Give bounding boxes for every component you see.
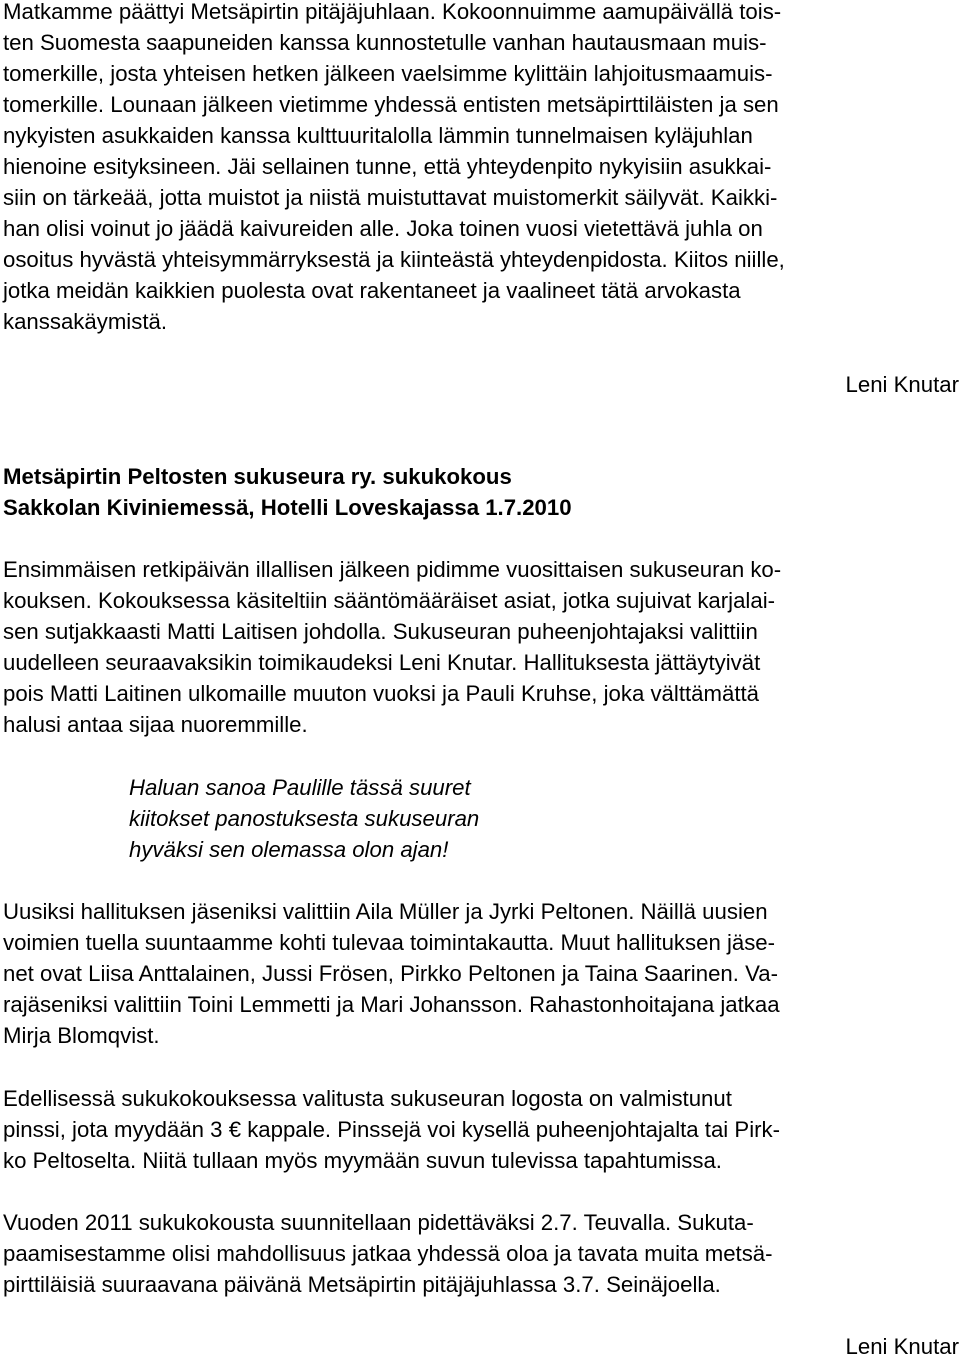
text-line: sen sutjakkaasti Matti Laitisen johdolla. Sukuseuran puheenjohtajaksi valittiin <box>3 619 758 644</box>
text-line: ten Suomesta saapuneiden kanssa kunnostetulle vanhan hautausmaan muis- <box>3 30 767 55</box>
heading-line: Sakkolan Kiviniemessä, Hotelli Loveskajassa 1.7.2010 <box>3 495 572 520</box>
text-line: nykyisten asukkaiden kanssa kulttuuritalolla lämmin tunnelmaisen kyläjuhlan <box>3 123 753 148</box>
text-line: paamisestamme olisi mahdollisuus jatkaa yhdessä oloa ja tavata muita metsä- <box>3 1241 773 1266</box>
quote-line: Haluan sanoa Paulille tässä suuret <box>129 775 471 800</box>
text-line: ko Peltoselta. Niitä tullaan myös myymään suvun tulevissa tapahtumissa. <box>3 1148 722 1173</box>
text-line: pinssi, jota myydään 3 € kappale. Pinssejä voi kysellä puheenjohtajalta tai Pirk- <box>3 1117 780 1142</box>
text-line: Ensimmäisen retkipäivän illallisen jälkeen pidimme vuosittaisen sukuseuran ko- <box>3 557 782 582</box>
text-line: tomerkille, josta yhteisen hetken jälkeen vaelsimme kylittäin lahjoitusmaamuis- <box>3 61 773 86</box>
text-line: Matkamme päättyi Metsäpirtin pitäjäjuhlaan. Kokoonnuimme aamupäivällä tois- <box>3 0 782 24</box>
text-line: Mirja Blomqvist. <box>3 1023 160 1048</box>
text-line: Vuoden 2011 sukukokousta suunnitellaan pidettäväksi 2.7. Teuvalla. Sukuta- <box>3 1210 754 1235</box>
paragraph-travel-report <box>3 0 785 337</box>
text-line: jotka meidän kaikkien puolesta ovat rakentaneet ja vaalineet tätä arvokasta <box>3 278 741 303</box>
text-line: pois Matti Laitinen ulkomaille muuton vuoksi ja Pauli Kruhse, joka välttämättä <box>3 681 759 706</box>
signature: Leni Knutar <box>845 1334 959 1359</box>
paragraph-logo-pin <box>3 1083 780 1176</box>
paragraph-meeting <box>3 554 781 740</box>
heading-line: Metsäpirtin Peltosten sukuseura ry. sukukokous <box>3 464 512 489</box>
text-line: kanssakäymistä. <box>3 309 168 334</box>
text-line: pirttiläisiä suuraavana päivänä Metsäpirtin pitäjäjuhlassa 3.7. Seinäjoella. <box>3 1272 721 1297</box>
text-line: voimien tuella suuntaamme kohti tulevaa toimintakautta. Muut hallituksen jäse- <box>3 930 776 955</box>
quote-block <box>129 772 479 865</box>
text-line: osoitus hyvästä yhteisymmärryksestä ja kiinteästä yhteydenpidosta. Kiitos niille, <box>3 247 785 272</box>
text-line: kouksen. Kokouksessa käsiteltiin sääntömääräiset asiat, jotka sujuivat karjalai- <box>3 588 776 613</box>
quote-line: hyväksi sen olemassa olon ajan! <box>129 837 449 862</box>
paragraph-next-meeting <box>3 1207 773 1300</box>
text-line: rajäseniksi valittiin Toini Lemmetti ja Mari Johansson. Rahastonhoitajana jatkaa <box>3 992 780 1017</box>
quote-line: kiitokset panostuksesta sukuseuran <box>129 806 480 831</box>
text-line: halusi antaa sijaa nuoremmille. <box>3 712 308 737</box>
signature: Leni Knutar <box>845 372 959 397</box>
paragraph-board-members <box>3 896 780 1051</box>
text-line: siin on tärkeää, jotta muistot ja niistä muistuttavat muistomerkit säilyvät. Kaikki- <box>3 185 778 210</box>
section-heading <box>3 461 572 523</box>
text-line: net ovat Liisa Anttalainen, Jussi Frösen, Pirkko Peltonen ja Taina Saarinen. Va- <box>3 961 778 986</box>
text-line: Uusiksi hallituksen jäseniksi valittiin Aila Müller ja Jyrki Peltonen. Näillä uusien <box>3 899 768 924</box>
text-line: hienoine esityksineen. Jäi sellainen tunne, että yhteydenpito nykyisiin asukkai- <box>3 154 772 179</box>
text-line: tomerkille. Lounaan jälkeen vietimme yhdessä entisten metsäpirttiläisten ja sen <box>3 92 779 117</box>
text-line: uudelleen seuraavaksikin toimikaudeksi Leni Knutar. Hallituksesta jättäytyivät <box>3 650 761 675</box>
text-line: han olisi voinut jo jäädä kaivureiden alle. Joka toinen vuosi vietettävä juhla on <box>3 216 763 241</box>
text-line: Edellisessä sukukokouksessa valitusta sukuseuran logosta on valmistunut <box>3 1086 732 1111</box>
